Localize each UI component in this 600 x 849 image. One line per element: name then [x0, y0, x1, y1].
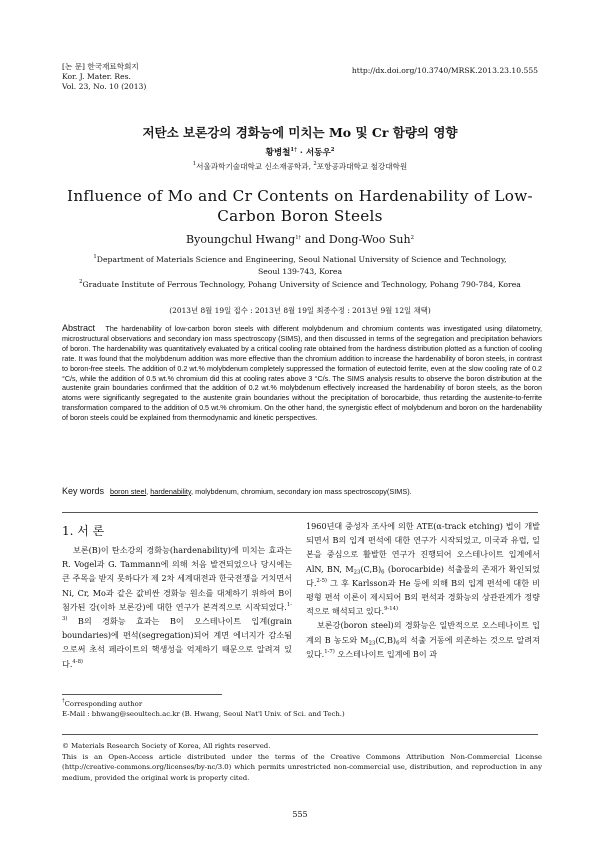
- author-2-kr: 서동우: [305, 148, 331, 158]
- intro-p3-text-a: 보론강(boron steel)의 경화능은 일반적으로 오스테나이트 입계의 B 농도와 M: [306, 620, 540, 645]
- author-1-en: Byoungchul Hwang: [186, 233, 296, 246]
- intro-p2-text-a2: (C,B): [360, 563, 382, 574]
- affil-en-2-text: Graduate Institute of Ferrous Technology, Pohang University of Science and Technology, Pohang 790-784, Korea: [82, 280, 521, 289]
- subscript: 23: [353, 569, 361, 576]
- subscript: 6: [381, 569, 385, 576]
- journal-name-kr: [논 문] 한국재료학회지: [62, 62, 139, 71]
- author-2-en-mark: 2: [410, 235, 414, 241]
- license-block: [62, 741, 542, 783]
- intro-paragraph-3: [306, 618, 540, 661]
- subscript: 23: [368, 640, 376, 647]
- doi-link[interactable]: http://dx.doi.org/10.3740/MRSK.2013.23.10.555: [351, 66, 538, 75]
- citation-ref: 4-8): [72, 658, 84, 665]
- page-number: 555: [292, 810, 308, 819]
- author-conjunction: and: [301, 233, 329, 246]
- korean-authors: [0, 146, 600, 158]
- keywords-rest: molybdenum, chromium, secondary ion mass spectroscopy(SIMS).: [195, 487, 412, 496]
- korean-affiliations: [0, 161, 600, 172]
- citation-ref: 9-14): [384, 606, 399, 613]
- journal-volume: Vol. 23, No. 10 (2013): [62, 82, 147, 91]
- author-2-en: Dong-Woo Suh: [328, 233, 411, 246]
- license-divider: [62, 734, 538, 735]
- intro-p3-text-b: 오스테나이트 입계에 B이 과: [334, 648, 438, 659]
- korean-title: 저탄소 보론강의 경화능에 미치는 Mo 및 Cr 함량의 영향: [142, 125, 458, 140]
- affil-kr-1: 서울과학기술대학교 신소재공학과,: [196, 162, 314, 171]
- left-column: [62, 543, 292, 671]
- affil-en-mark-1: 1: [93, 254, 97, 260]
- abstract-label: Abstract: [62, 323, 96, 333]
- dagger-mark: †: [62, 698, 65, 704]
- author-1-kr-mark: 1†: [290, 147, 297, 153]
- affil-kr-mark-1: 1: [192, 161, 197, 167]
- right-column: [306, 519, 540, 661]
- intro-p3-text-a2: (C,B): [375, 634, 397, 645]
- english-authors: [0, 233, 600, 246]
- english-affiliation-1: [62, 254, 538, 277]
- keyword-link-boron-steel[interactable]: boron steel: [110, 487, 147, 496]
- abstract-text: The hardenability of low-carbon boron steels with different molybdenum and chromium contents was investigated using dilatometry, microstructural observations and secondary ion mass spectroscopy (SIMS), and then discussed in terms of the segregation and precipitation behaviors of boron. The hardenability was quantitatively evaluated by a critical cooling rate obtained from the hardness distribution plotted as a function of cooling rate. It was found that the molybdenum addition was more effective than the chromium addition to increase the hardenability of boron steels, in contrast to boron-free steels. The addition of 0.2 wt.% molybdenum completely suppressed the formation of eutectoid ferrite, even at the slow cooling rate of 0.2 °C/s, while the addition of 0.5 wt.% chromium did this at cooling rates above 3 °C/s. The SIMS analysis results to observe the boron distribution at the austenite grain boundaries confirmed that the addition of 0.2 wt.% molybdenum effectively increased the hardenability of boron steels, as the boron atoms were significantly segregated to the austenite grain boundaries without the precipitation of borocarbide, thus retarding the austenite-to-ferrite transformation compared to the addition of 0.5 wt.% chromium. On the other hand, the synergistic effect of molybdenum and boron on the hardenability of boron steels could be explained from thermodynamic and kinetic perspectives.: [62, 325, 543, 423]
- journal-name-en: Kor. J. Mater. Res.: [62, 72, 131, 81]
- intro-p2-text-a3: (borocarbide) 석출물의 존재가 확인되었다.: [306, 563, 540, 588]
- footnote-email: E-Mail : bhwang@seoultech.ac.kr (B. Hwang, Seoul Nat'l Univ. of Sci. and Tech.): [62, 710, 345, 718]
- affil-en-1-line2: Seoul 139-743, Korea: [257, 266, 343, 276]
- citation-ref: 1-7): [324, 648, 335, 655]
- license-text: This is an Open-Access article distributed under the terms of the Creative Commons Attribution Non-Commercial License (http://creative-commons.org/licenses/by-nc/3.0) which permits unrestricted non-commercial use, distribution, and reproduction in any medium, provided the original work is properly cited.: [62, 752, 542, 782]
- subscript: 6: [396, 640, 400, 647]
- footnote-divider: [62, 694, 222, 695]
- affil-en-mark-2: 2: [79, 279, 83, 285]
- footnote: [62, 699, 542, 719]
- intro-p1-text-a: 보론(B)이 탄소강의 경화능(hardenability)에 미치는 효과는 R. Vogel과 G. Tammann에 의해 처음 발견되었으나 당시에는 큰 주목을 받지 못하다가 제 2차 세계대전과 한국전쟁을 거치면서 Ni, Cr, Mo과 같은 값비싼 경화능 원소를 대체하기 위하여 B이 첨가된 강(이하 보론강)에 대한 연구가 본격적으로 시작되었다.: [62, 545, 292, 612]
- citation-ref: 1-3): [62, 601, 292, 623]
- intro-p2-text-b: 그 후 Karlsson과 He 등에 의해 B의 입계 편석에 대한 비평형 편석 이론이 제시되어 B의 편석과 경화능의 상관관계가 정량적으로 해석되고 있다.: [306, 577, 540, 617]
- author-2-kr-mark: 2: [330, 147, 335, 153]
- intro-p2-text-a: 1960년대 중성자 조사에 의한 ATE(α-track etching) 법이 개발되면서 B의 입계 편석에 대한 연구가 시작되었고, 미국과 유럽, 일본을 중심으로 활발한 연구가 진행되어 오스테나이트 입계에서 AlN, BN, M: [306, 521, 540, 574]
- affil-en-1-line1: [62, 254, 538, 266]
- citation-ref: 2-5): [316, 577, 328, 584]
- affil-kr-2: 포항공과대학교 철강대학원: [316, 162, 408, 171]
- keyword-link-hardenability[interactable]: hardenability: [150, 487, 192, 496]
- author-1-kr: 황병철: [265, 148, 291, 158]
- journal-header: [62, 62, 146, 92]
- intro-p3-text-a3: 의 석출 거동에 의존하는 것으로 알려져 있다.: [306, 634, 540, 659]
- english-title: Influence of Mo and Cr Contents on Hardenability of Low-Carbon Boron Steels: [67, 187, 533, 225]
- english-affiliation-2: [50, 280, 550, 289]
- intro-p1-text-b: B의 경화능 효과는 B이 오스테나이트 입계(grain boundaries)에 편석(segregation)되어 계면 에너지가 감소됨으로써 초석 페라이트의 핵생성을 억제하기 때문으로 알려져 있다.: [62, 616, 292, 669]
- footnote-corresponding: [62, 699, 542, 709]
- affil-kr-mark-2: 2: [313, 161, 317, 167]
- keywords: Key words boron steel, hardenability, molybdenum, chromium, secondary ion mass spectroscopy(SIMS).: [62, 486, 412, 496]
- keywords-label: Key words: [62, 486, 105, 496]
- section-heading-introduction: 1. 서 론: [62, 524, 105, 538]
- abstract: [62, 324, 542, 424]
- submission-dates: (2013년 8월 19일 접수 : 2013년 8월 19일 최종수정 : 2013년 9월 12일 채택): [169, 306, 431, 315]
- affil-en-1-text: Department of Materials Science and Engineering, Seoul National University of Science and Technology,: [96, 255, 507, 264]
- author-1-en-mark: 1†: [295, 235, 302, 241]
- intro-paragraph-2: [306, 519, 540, 618]
- intro-paragraph-1: [62, 543, 292, 671]
- section-divider: [62, 512, 538, 513]
- footnote-line-1: Corresponding author: [64, 700, 143, 708]
- author-separator: ·: [296, 148, 306, 158]
- copyright-line: © Materials Research Society of Korea, All rights reserved.: [62, 742, 271, 750]
